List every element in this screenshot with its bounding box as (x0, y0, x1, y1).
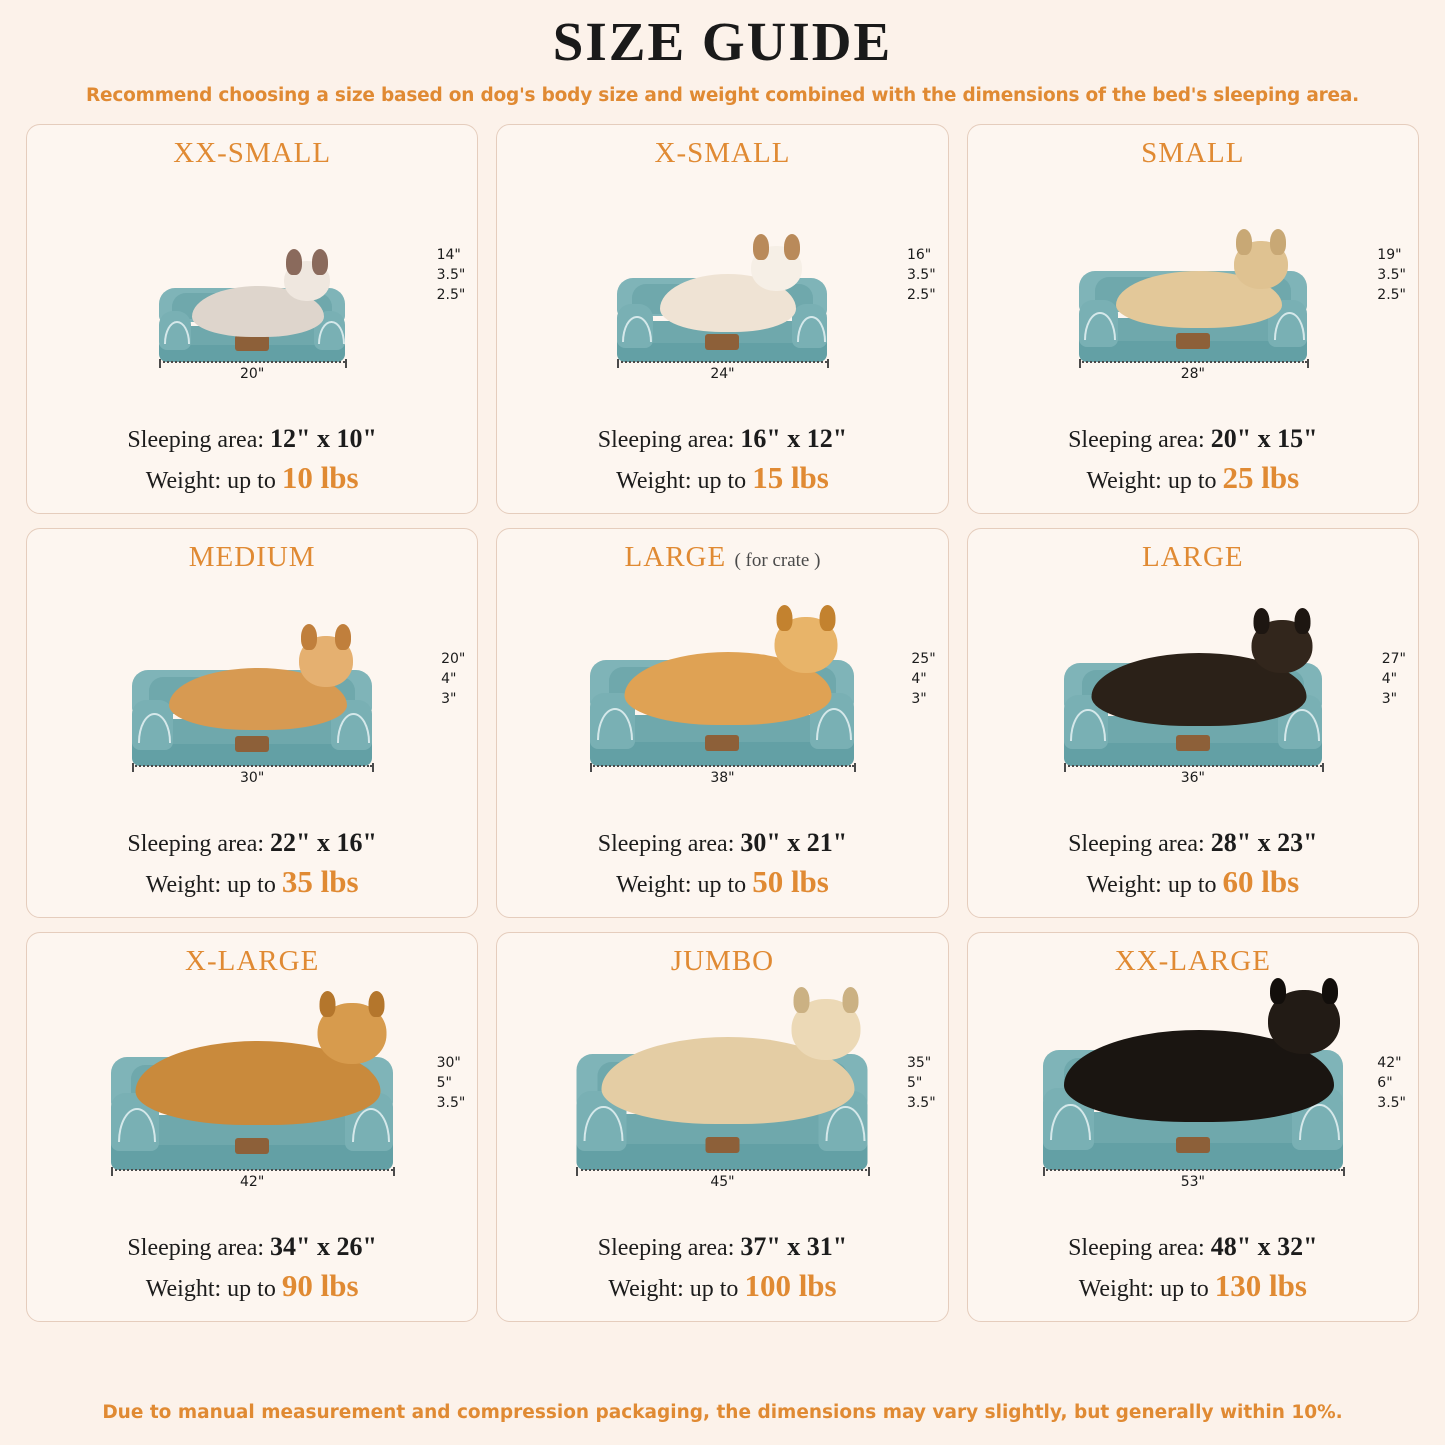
dog-head (318, 1003, 387, 1064)
size-specs (497, 421, 947, 498)
width-dimension-rule (617, 361, 827, 364)
height-dimension-value: 2.5" (436, 287, 466, 304)
size-name: X-SMALL (654, 136, 791, 169)
size-card-title (497, 529, 947, 574)
size-card-title (27, 125, 477, 170)
dimension-tick (1064, 763, 1066, 772)
dog-head (299, 636, 353, 687)
size-card-title (968, 125, 1418, 170)
width-dimension-rule (1043, 1169, 1343, 1172)
dimension-tick (132, 763, 134, 772)
dog-head (751, 246, 802, 291)
weight-value: 90 lbs (281, 1267, 359, 1303)
size-card-title (497, 125, 947, 170)
footer-note: Due to manual measurement and compression packaging, the dimensions may vary slightly, but generally within 10%. (102, 1402, 1343, 1423)
height-dimension-value: 30" (436, 1054, 461, 1071)
dog-ear (301, 624, 317, 650)
weight-value: 60 lbs (1222, 863, 1300, 899)
dimension-tick (1043, 1167, 1045, 1176)
dog-ear (784, 234, 800, 260)
sleeping-area-label: Sleeping area: (127, 1235, 271, 1262)
size-name: XX-LARGE (1114, 944, 1271, 977)
dog-head (284, 261, 330, 301)
weight-value: 130 lbs (1214, 1267, 1307, 1303)
weight-line (497, 861, 947, 903)
size-name: MEDIUM (188, 540, 316, 573)
bed-arm-piping (1050, 1104, 1091, 1140)
dog-illustration (136, 1041, 381, 1125)
height-dimensions (441, 649, 465, 710)
weight-line (968, 1265, 1418, 1307)
weight-line (27, 861, 477, 903)
height-dimension-value: 4" (441, 671, 457, 688)
height-dimensions (1377, 1053, 1406, 1114)
height-dimension-value: 20" (441, 650, 466, 667)
dog-ear (286, 249, 302, 275)
height-dimension-value: 5" (436, 1075, 452, 1092)
brand-tag (705, 735, 739, 751)
bed-arm-piping (597, 708, 633, 740)
dog-head (775, 617, 838, 673)
sleeping-area-line (497, 825, 947, 860)
dog-illustration (660, 274, 796, 332)
size-name: X-LARGE (185, 944, 320, 977)
height-dimension-value: 6" (1377, 1075, 1393, 1092)
bed-arm-piping (584, 1106, 624, 1141)
dog-head (792, 999, 861, 1060)
dimension-tick (854, 763, 856, 772)
size-illustration (507, 174, 937, 384)
bed-arm-left (1079, 300, 1118, 347)
sleeping-area-value: 22" x 16" (270, 828, 377, 858)
size-card-title (27, 529, 477, 574)
weight-value: 25 lbs (1222, 459, 1300, 495)
height-dimension-value: 3" (441, 691, 457, 708)
sleeping-area-label: Sleeping area: (1068, 1235, 1211, 1262)
dog-ear (1236, 229, 1252, 255)
size-illustration (507, 982, 937, 1192)
bed-arm-piping (1070, 709, 1106, 740)
sleeping-area-line (968, 421, 1418, 456)
size-illustration (37, 578, 467, 788)
weight-line (968, 861, 1418, 903)
width-dimension-rule (132, 765, 372, 768)
size-card-grid (26, 124, 1419, 1322)
height-dimension-value: 42" (1377, 1054, 1402, 1071)
size-illustration (37, 982, 467, 1192)
dog-ear (1253, 608, 1269, 634)
bed-arm-piping (352, 1108, 391, 1142)
height-dimension-value: 5" (906, 1075, 923, 1092)
brand-tag (1176, 1137, 1210, 1153)
size-name: LARGE (624, 540, 727, 573)
weight-label: Weight: up to (145, 1275, 282, 1302)
dimension-tick (1343, 1167, 1345, 1176)
weight-label: Weight: up to (1078, 1275, 1215, 1302)
sleeping-area-line (497, 421, 947, 456)
sleeping-area-line (968, 825, 1418, 860)
dog-illustration (1116, 271, 1282, 328)
page-title: SIZE GUIDE (552, 11, 893, 72)
size-specs (968, 421, 1418, 498)
width-dimension-rule (159, 361, 345, 364)
dog-ear (1270, 229, 1286, 255)
sleeping-area-value: 48" x 32" (1210, 1232, 1318, 1262)
size-name: XX-SMALL (173, 136, 332, 169)
size-illustration (37, 174, 467, 384)
dog-ear (312, 249, 328, 275)
brand-tag (1176, 333, 1210, 349)
bed-arm-left (617, 304, 653, 348)
width-dimension-value: 30" (240, 769, 265, 786)
weight-value: 100 lbs (744, 1267, 837, 1303)
dog-ear (335, 624, 351, 650)
dog-ear (320, 991, 336, 1017)
sleeping-area-line (497, 1229, 947, 1264)
dimension-tick (576, 1167, 578, 1176)
dog-illustration (192, 286, 324, 337)
sleeping-area-value: 30" x 21" (740, 828, 848, 858)
size-name-note: ( for crate ) (734, 549, 821, 571)
dog-head (1234, 241, 1288, 289)
height-dimension-value: 35" (906, 1054, 932, 1071)
dimension-tick (111, 1167, 113, 1176)
width-dimension-value: 28" (1180, 365, 1205, 382)
height-dimension-value: 3.5" (1377, 267, 1406, 284)
width-dimension-rule (576, 1169, 867, 1172)
dimension-tick (345, 359, 347, 368)
height-dimension-value: 16" (906, 246, 932, 263)
weight-label: Weight: up to (1086, 871, 1223, 898)
width-dimension-rule (590, 765, 854, 768)
size-specs (497, 1229, 947, 1306)
dimension-tick (827, 359, 829, 368)
sleeping-area-label: Sleeping area: (1068, 427, 1211, 454)
weight-line (968, 457, 1418, 499)
height-dimension-value: 19" (1377, 246, 1402, 263)
height-dimension-value: 3.5" (1377, 1095, 1406, 1112)
size-card (967, 932, 1419, 1322)
width-dimension-value: 38" (710, 769, 735, 786)
brand-tag (1176, 735, 1210, 751)
dog-ear (753, 234, 769, 260)
size-card (26, 528, 478, 918)
height-dimension-value: 3.5" (436, 1095, 466, 1112)
bed-arm-left (159, 311, 191, 349)
height-dimension-value: 3" (911, 691, 927, 708)
weight-value: 10 lbs (281, 459, 359, 495)
weight-value: 35 lbs (281, 863, 359, 899)
bed-arm-piping (1299, 1104, 1340, 1140)
sleeping-area-line (27, 421, 477, 456)
sleeping-area-value: 16" x 12" (740, 424, 848, 454)
bed-arm-piping (825, 1106, 865, 1141)
size-name: SMALL (1141, 136, 1245, 169)
dog-ear (820, 605, 836, 631)
width-dimension-rule (1064, 765, 1322, 768)
height-dimension-value: 3.5" (436, 267, 466, 284)
bed-arm-piping (1284, 709, 1320, 740)
bed-arm-piping (1084, 312, 1116, 340)
dog-ear (777, 605, 793, 631)
height-dimensions (437, 1053, 466, 1114)
height-dimensions (1377, 245, 1406, 306)
size-specs (968, 1229, 1418, 1306)
dog-ear (843, 987, 859, 1013)
size-card (496, 124, 948, 514)
dog-head (1268, 990, 1340, 1054)
weight-value: 15 lbs (752, 459, 829, 495)
bed-arm-piping (138, 713, 171, 742)
sleeping-area-label: Sleeping area: (127, 831, 271, 858)
width-dimension-rule (1079, 361, 1307, 364)
dog-ear (1270, 978, 1286, 1004)
size-specs (27, 1229, 477, 1306)
bed-arm-piping (622, 316, 652, 342)
width-dimension-value: 36" (1180, 769, 1205, 786)
height-dimension-value: 25" (911, 650, 936, 667)
dog-illustration (169, 668, 347, 730)
bed-arm-piping (118, 1108, 157, 1142)
size-name: JUMBO (670, 944, 775, 977)
dog-ear (1294, 608, 1310, 634)
width-dimension-value: 45" (710, 1173, 735, 1190)
height-dimensions (907, 1053, 936, 1114)
bed-arm-right (792, 304, 828, 348)
width-dimension-rule (111, 1169, 393, 1172)
height-dimension-value: 2.5" (1377, 287, 1406, 304)
height-dimension-value: 2.5" (906, 287, 936, 304)
size-illustration (978, 174, 1408, 384)
bed-arm-piping (1274, 312, 1306, 340)
size-card (496, 528, 948, 918)
height-dimensions (907, 245, 936, 306)
sleeping-area-value: 20" x 15" (1210, 424, 1318, 454)
dimension-tick (617, 359, 619, 368)
sleeping-area-line (968, 1229, 1418, 1264)
bed-arm-piping (164, 321, 191, 344)
dimension-tick (1079, 359, 1081, 368)
bed-arm-piping (337, 713, 370, 742)
dog-head (1251, 620, 1312, 673)
brand-tag (235, 1138, 269, 1154)
size-illustration (507, 578, 937, 788)
size-card (967, 124, 1419, 514)
height-dimension-value: 14" (436, 246, 461, 263)
weight-label: Weight: up to (608, 1275, 745, 1302)
sleeping-area-label: Sleeping area: (1068, 831, 1211, 858)
height-dimensions (1382, 649, 1406, 710)
sleeping-area-line (27, 825, 477, 860)
sleeping-area-label: Sleeping area: (597, 427, 741, 454)
page-subtitle: Recommend choosing a size based on dog's body size and weight combined with the dimensions of the bed's sleeping area. (85, 84, 1360, 106)
height-dimensions (911, 649, 935, 710)
sleeping-area-label: Sleeping area: (597, 1235, 741, 1262)
weight-label: Weight: up to (145, 871, 282, 898)
weight-label: Weight: up to (145, 467, 282, 494)
dimension-tick (1322, 763, 1324, 772)
sleeping-area-label: Sleeping area: (127, 427, 271, 454)
sleeping-area-value: 12" x 10" (270, 424, 377, 454)
dog-illustration (602, 1037, 855, 1124)
bed-arm-piping (318, 321, 345, 344)
brand-tag (235, 736, 269, 752)
weight-label: Weight: up to (1086, 467, 1223, 494)
bed-arm-left (132, 700, 173, 750)
height-dimension-value: 4" (911, 671, 927, 688)
height-dimension-value: 3" (1381, 691, 1398, 708)
weight-line (497, 457, 947, 499)
bed-arm-piping (816, 708, 852, 740)
sleeping-area-value: 34" x 26" (270, 1232, 377, 1262)
sleeping-area-line (27, 1229, 477, 1264)
size-specs (497, 825, 947, 902)
sleeping-area-label: Sleeping area: (597, 831, 741, 858)
size-illustration (978, 982, 1408, 1192)
dog-ear (1322, 978, 1338, 1004)
dog-ear (369, 991, 385, 1017)
sleeping-area-value: 37" x 31" (740, 1232, 848, 1262)
bed-arm-piping (797, 316, 827, 342)
size-card (967, 528, 1419, 918)
weight-label: Weight: up to (616, 467, 753, 494)
size-specs (27, 421, 477, 498)
height-dimensions (437, 245, 466, 306)
size-card-title (27, 933, 477, 978)
size-card-title (968, 933, 1418, 978)
dimension-tick (868, 1167, 870, 1176)
dimension-tick (590, 763, 592, 772)
width-dimension-value: 42" (240, 1173, 265, 1190)
weight-line (27, 1265, 477, 1307)
width-dimension-value: 53" (1180, 1173, 1205, 1190)
height-dimension-value: 27" (1381, 650, 1406, 667)
weight-line (27, 457, 477, 499)
size-illustration (978, 578, 1408, 788)
height-dimension-value: 3.5" (906, 1095, 936, 1112)
brand-tag (705, 334, 739, 350)
width-dimension-value: 20" (240, 365, 265, 382)
size-card (496, 932, 948, 1322)
weight-value: 50 lbs (752, 863, 829, 899)
width-dimension-value: 24" (710, 365, 735, 382)
dog-ear (794, 987, 810, 1013)
dimension-tick (1307, 359, 1309, 368)
dimension-tick (372, 763, 374, 772)
weight-label: Weight: up to (616, 871, 753, 898)
size-specs (27, 825, 477, 902)
size-card (26, 124, 478, 514)
size-card (26, 932, 478, 1322)
height-dimension-value: 3.5" (906, 267, 936, 284)
height-dimension-value: 4" (1381, 671, 1398, 688)
size-card-title (497, 933, 947, 978)
brand-tag (705, 1137, 739, 1153)
size-card-title (968, 529, 1418, 574)
brand-tag (235, 335, 269, 351)
dimension-tick (393, 1167, 395, 1176)
size-specs (968, 825, 1418, 902)
dog-illustration (1064, 1030, 1334, 1122)
sleeping-area-value: 28" x 23" (1210, 828, 1318, 858)
weight-line (497, 1265, 947, 1307)
size-name: LARGE (1141, 540, 1244, 573)
dimension-tick (159, 359, 161, 368)
